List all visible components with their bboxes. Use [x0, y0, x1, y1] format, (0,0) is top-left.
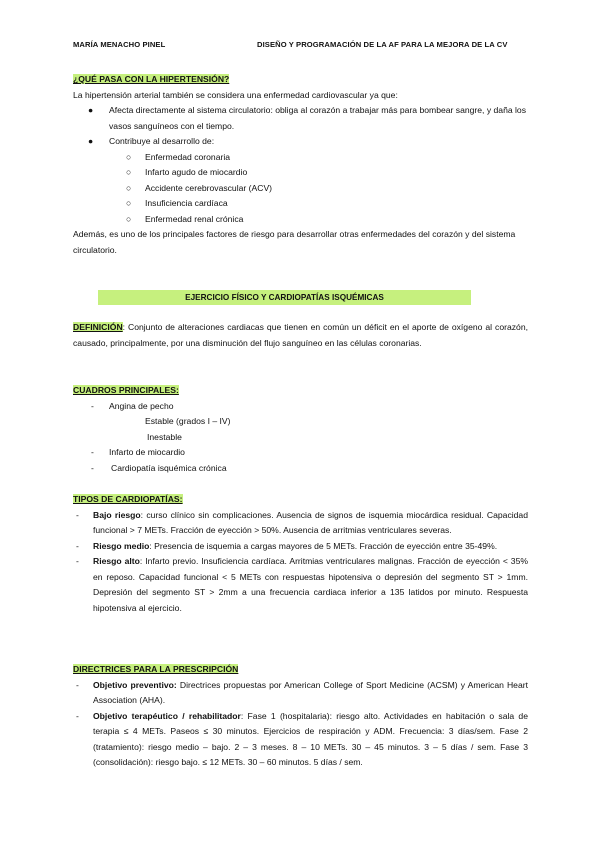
- dash-icon: -: [76, 710, 79, 721]
- condition-item: Angina de pecho: [109, 400, 174, 411]
- circle-bullet-icon: ○: [126, 198, 132, 208]
- condition-subitem: Inestable: [147, 431, 182, 442]
- subitem: Accidente cerebrovascular (ACV): [145, 182, 273, 193]
- condition-subitem: Estable (grados I – IV): [145, 416, 231, 426]
- dash-icon: -: [76, 540, 79, 551]
- subitem: Insuficiencia cardíaca: [145, 198, 228, 208]
- subitem: Enfermedad renal crónica: [145, 213, 244, 224]
- hypertension-bullet-2: Contribuye al desarrollo de:: [109, 136, 215, 146]
- circle-bullet-icon: ○: [126, 213, 132, 224]
- list-item: [73, 134, 528, 150]
- subitem: Enfermedad coronaria: [145, 151, 231, 162]
- list-item: [73, 399, 528, 415]
- main-conditions-heading: CUADROS PRINCIPALES:: [73, 385, 179, 395]
- subitem: Infarto agudo de miocardio: [145, 167, 248, 177]
- guideline-label: Objetivo preventivo:: [93, 679, 177, 690]
- bullet-icon: ●: [88, 105, 94, 115]
- list-item: [73, 678, 528, 709]
- main-conditions-section: [73, 383, 528, 476]
- dash-icon: -: [76, 556, 79, 566]
- condition-item: Cardiopatía isquémica crónica: [111, 462, 227, 473]
- bullet-icon: ●: [88, 136, 94, 146]
- header-author: MARÍA MENACHO PINEL: [73, 40, 166, 49]
- circle-bullet-icon: ○: [126, 182, 132, 193]
- definition-label: DEFINICIÓN: [73, 322, 123, 332]
- hypertension-heading: ¿QUÉ PASA CON LA HIPERTENSIÓN?: [73, 74, 230, 84]
- list-item: [73, 103, 528, 134]
- hypertension-intro: La hipertensión arterial también se considera una enfermedad cardiovascular ya que:: [73, 89, 398, 100]
- list-item: [73, 181, 528, 197]
- hypertension-closing: Además, es uno de los principales factores de riesgo para desarrollar otras enfermedades del corazón y del sistema circulatorio.: [73, 229, 516, 255]
- guideline-label: Objetivo terapéutico / rehabilitador: [93, 710, 241, 721]
- dash-icon: -: [91, 462, 94, 473]
- condition-item: Infarto de miocardio: [109, 447, 185, 457]
- guideline-text: Directrices propuestas por American College of Sport Medicine (ACSM) y American Heart Association (AHA).: [93, 679, 528, 705]
- type-label: Riesgo medio: [93, 540, 150, 551]
- types-heading: TIPOS DE CARDIOPATÍAS:: [73, 494, 183, 504]
- list-item: [73, 196, 528, 212]
- dash-icon: -: [76, 509, 79, 520]
- header-title: DISEÑO Y PROGRAMACIÓN DE LA AF PARA LA MEJORA DE LA CV: [257, 40, 508, 49]
- dash-icon: -: [91, 400, 94, 411]
- guidelines-section: [73, 662, 528, 771]
- list-item: [73, 212, 528, 228]
- list-item: [73, 554, 528, 616]
- type-label: Bajo riesgo: [93, 509, 141, 520]
- list-item: [73, 165, 528, 181]
- type-text: : Infarto previo. Insuficiencia cardíaca. Arritmias ventriculares malignas. Fracción de eyección < 35% en reposo. Capacidad funcional < 5 METs con respuestas hipotensiva o depresión del segmento ST > 1mm. Depresión del segmento ST > 2mm a una frecuencia cardiaca inferior a 135 latidos por minuto. Respuesta hipotensiva al ejercicio.: [93, 556, 528, 613]
- guidelines-heading: DIRECTRICES PARA LA PRESCRIPCIÓN: [73, 664, 239, 674]
- dash-icon: -: [76, 679, 79, 690]
- list-item: [73, 709, 528, 771]
- list-item: [73, 445, 528, 461]
- definition-text: : Conjunto de alteraciones cardiacas que tienen en común un déficit en el aporte de oxígeno al corazón, causado, principalmente, por una disminución del flujo sanguíneo en las células coronarias.: [73, 322, 528, 348]
- list-item: [73, 539, 528, 555]
- section-title: EJERCICIO FÍSICO Y CARDIOPATÍAS ISQUÉMICAS: [98, 290, 471, 305]
- type-label: Riesgo alto: [93, 556, 140, 566]
- types-section: [73, 492, 528, 616]
- list-item: [73, 150, 528, 166]
- list-item: [73, 508, 528, 539]
- hypertension-section: [73, 72, 528, 258]
- guideline-text: : Fase 1 (hospitalaria): riesgo alto. Actividades en habitación o sala de terapia ≤ 4 METs. Paseos ≤ 30 minutos. Ejercicios de respiración y ADM. Frecuencia: 3 días/sem. Fase 2 (tratamiento): riesgo medio – bajo. 2 – 3 meses. 8 – 10 METs. 30 – 45 minutos. 3 – 5 días / sem. Fase 3 (consolidación): riesgo bajo. ≤ 12 METs. 30 – 60 minutos. 5 días / sem.: [93, 710, 528, 767]
- hypertension-bullet-1: Afecta directamente al sistema circulatorio: obliga al corazón a trabajar más para bombear sangre, y daña los vasos sanguíneos con el tiempo.: [109, 105, 527, 131]
- dash-icon: -: [91, 447, 94, 457]
- circle-bullet-icon: ○: [126, 167, 132, 177]
- circle-bullet-icon: ○: [126, 151, 132, 162]
- list-item: [73, 461, 528, 477]
- type-text: : Presencia de isquemia a cargas mayores de 5 METs. Fracción de eyección entre 35-49%.: [149, 540, 498, 551]
- definition-section: [73, 320, 528, 351]
- type-text: : curso clínico sin complicaciones. Ausencia de signos de isquemia miocárdica residual. Capacidad funcional > 7 METs. Fracción de eyección > 50%. Ausencia de arritmias ventriculares severas.: [93, 509, 528, 535]
